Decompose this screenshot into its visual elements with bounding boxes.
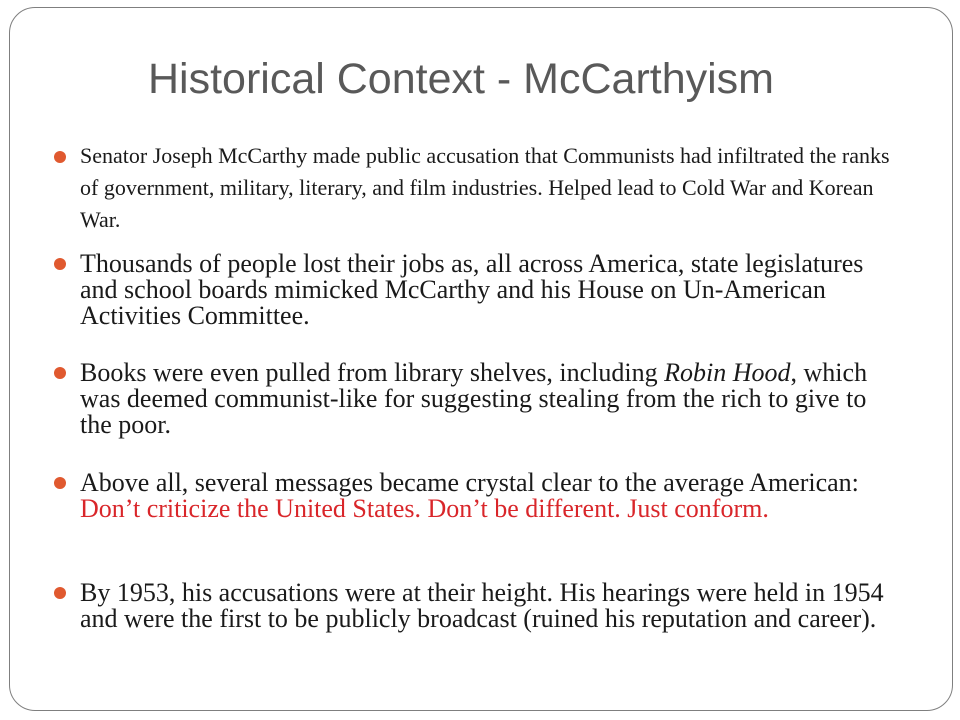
bullet-item [54, 251, 904, 329]
bullet-text-part: Books were even pulled from library shelves, including [80, 358, 665, 387]
bullet-text [80, 470, 904, 522]
bullet-item [54, 360, 904, 438]
book-title: Robin Hood [664, 358, 791, 387]
bullet-text [80, 360, 904, 438]
bullet-dot-icon [54, 258, 66, 270]
bullet-dot-icon [54, 587, 66, 599]
bullet-text: By 1953, his accusations were at their height. His hearings were held in 1954 and were the first to be publicly broadcast (ruined his reputation and career). [80, 578, 884, 633]
bullet-item [54, 580, 904, 632]
bullet-text: Thousands of people lost their jobs as, all across America, state legislatures and school boards mimicked McCarthy and his House on Un-American Activities Committee. [80, 249, 864, 330]
bullet-text-part: Above all, several messages became crystal clear to the average American: [80, 468, 859, 497]
bullet-dot-icon [54, 151, 66, 163]
bullet-text-part: , which was deemed communist-like for suggesting stealing from the rich to give to the poor. [80, 358, 868, 439]
bullet-item [54, 140, 904, 236]
bullet-item [54, 470, 904, 522]
slide-title: Historical Context - McCarthyism [148, 55, 774, 103]
highlighted-message: Don’t criticize the United States. Don’t be different. Just conform. [80, 494, 769, 523]
bullet-dot-icon [54, 367, 66, 379]
bullet-dot-icon [54, 477, 66, 489]
bullet-text: Senator Joseph McCarthy made public accusation that Communists had infiltrated the ranks of government, military, literary, and film industries. Helped lead to Cold War and Korean War. [80, 143, 890, 232]
